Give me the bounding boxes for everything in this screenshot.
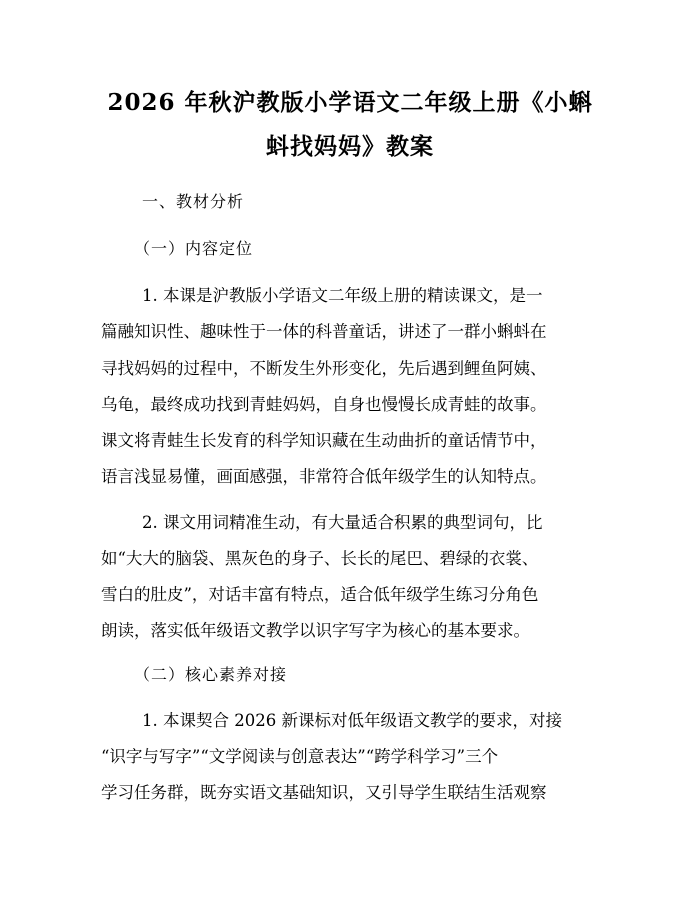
subsection-heading-content-positioning: （一）内容定位 (134, 239, 254, 258)
section-heading-textbook-analysis: 一、教材分析 (142, 192, 245, 211)
document-title-line-2: 蚪找妈妈》教案 (266, 133, 434, 160)
paragraph-3-line: 1. 本课契合 2026 新课标对低年级语文教学的要求，对接 (142, 711, 562, 730)
subsection-heading-core-literacy: （二）核心素养对接 (134, 665, 288, 684)
paragraph-3-line: 学习任务群，既夯实语文基础知识，又引导学生联结生活观察 (101, 783, 547, 802)
paragraph-1-line: 寻找妈妈的过程中，不断发生外形变化，先后遇到鲤鱼阿姨、 (101, 359, 547, 378)
paragraph-1-line: 语言浅显易懂，画面感强，非常符合低年级学生的认知特点。 (101, 467, 547, 486)
paragraph-1-line: 篇融知识性、趣味性于一体的科普童话，讲述了一群小蝌蚪在 (101, 322, 547, 341)
paragraph-2-line: 雪白的肚皮”，对话丰富有特点，适合低年级学生练习分角色 (101, 585, 539, 604)
paragraph-1-line: 1. 本课是沪教版小学语文二年级上册的精读课文，是一 (142, 286, 543, 305)
paragraph-1-line: 乌龟，最终成功找到青蛙妈妈，自身也慢慢长成青蛙的故事。 (101, 395, 547, 414)
paragraph-2-line: 朗读，落实低年级语文教学以识字写字为核心的基本要求。 (101, 621, 530, 640)
paragraph-1-line: 课文将青蛙生长发育的科学知识藏在生动曲折的童话情节中， (101, 431, 547, 450)
paragraph-2-line: 如“大大的脑袋、黑灰色的身子、长长的尾巴、碧绿的衣裳、 (101, 549, 539, 568)
document-title-line-1: 2026 年秋沪教版小学语文二年级上册《小蝌 (107, 89, 593, 116)
paragraph-3-line: “识字与写字”“文学阅读与创意表达”“跨学科学习”三个 (101, 747, 499, 766)
paragraph-2-line: 2. 课文用词精准生动，有大量适合积累的典型词句，比 (142, 513, 543, 532)
